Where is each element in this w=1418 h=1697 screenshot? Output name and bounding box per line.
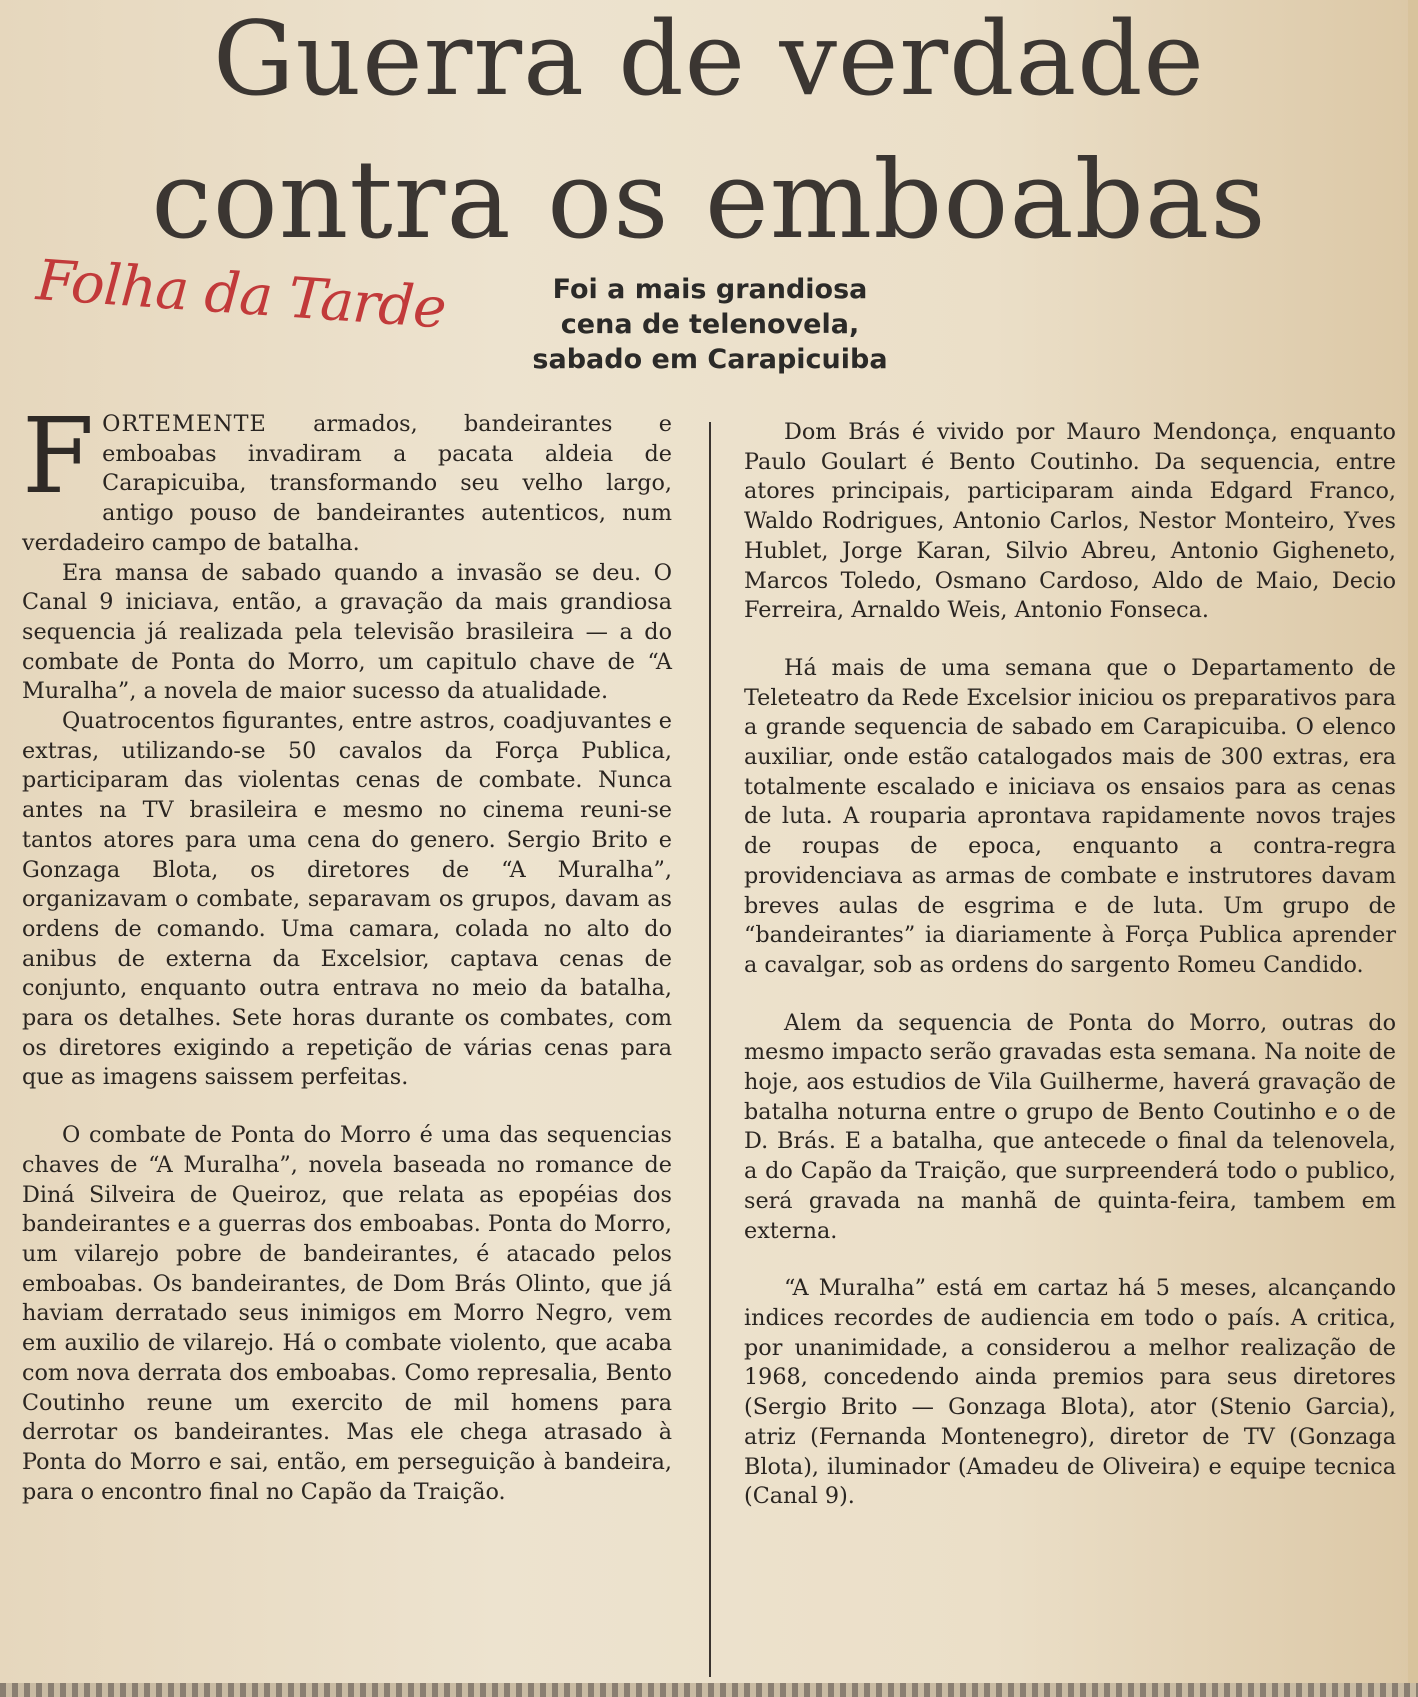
paragraph: “A Muralha” está em cartaz há 5 meses, alcançando indices recordes de audiencia em todo o país. A critica, por unanimidade, a considerou a melhor realização de 1968, concedendo ainda premios para seus diretores (Sergio Brito — Gonzaga Blota), ator (Stenio Garcia), atriz (Fernanda Montenegro), diretor de TV (Gonzaga Blota), iluminador (Amadeu de Oliveira) e equipe tecnica (Canal 9). bbox=[744, 1275, 1396, 1510]
right-column bbox=[744, 418, 1396, 1512]
paragraph-text: armados, bandeirantes e emboabas invadiram a pacata aldeia de Carapicuiba, transformando seu velho largo, antigo pouso de bandeirantes autenticos, num verdadeiro campo de batalha. bbox=[22, 411, 672, 556]
paragraph: Dom Brás é vivido por Mauro Mendonça, enquanto Paulo Goulart é Bento Coutinho. Da sequencia, entre atores principais, participaram ainda Edgard Franco, Waldo Rodrigues, Antonio Carlos, Nestor Monteiro, Yves Hublet, Jorge Karan, Silvio Abreu, Antonio Gigheneto, Marcos Toledo, Osmano Cardoso, Aldo de Maio, Decio Ferreira, Arnaldo Weis, Antonio Fonseca. bbox=[744, 419, 1396, 624]
paragraph: Quatrocentos figurantes, entre astros, coadjuvantes e extras, utilizando-se 50 cavalos da Força Publica, participaram das violentas cenas de combate. Nunca antes na TV brasileira e mesmo no cinema reuni-se tantos atores para uma cena do genero. Sergio Brito e Gonzaga Blota, os diretores de “A Muralha”, organizavam o combate, separavam os grupos, davam as ordens de comando. Uma camara, colada no alto do anibus de externa da Excelsior, captava cenas de conjunto, enquanto outra entrava no meio da batalha, para os detalhes. Sete horas durante os combates, com os diretores exigindo a repetição de várias cenas para que as imagens saissem perfeitas. bbox=[22, 708, 672, 1091]
paragraph: O combate de Ponta do Morro é uma das sequencias chaves de “A Muralha”, novela baseada no romance de Diná Silveira de Queiroz, que relata as epopéias dos bandeirantes e a guerras dos emboabas. Ponta do Morro, um vilarejo pobre de bandeirantes, é atacado pelos emboabas. Os bandeirantes, de Dom Brás Olinto, que já haviam derratado seus inimigos em Morro Negro, vem em auxilio de vilarejo. Há o combate violento, que acaba com nova derrata dos emboabas. Como represalia, Bento Coutinho reune um exercito de mil homens para derrotar os bandeirantes. Mas ele chega atrasado à Ponta do Morro e sai, então, em perseguição à bandeira, para o encontro final no Capão da Traição. bbox=[22, 1122, 672, 1505]
subhead-line-3: sabado em Carapicuiba bbox=[532, 344, 888, 375]
torn-bottom-edge bbox=[0, 1683, 1418, 1697]
subhead-line-1: Foi a mais grandiosa bbox=[552, 274, 868, 305]
paragraph: Alem da sequencia de Ponta do Morro, outras do mesmo impacto serão gravadas esta semana. Na noite de hoje, aos estudios de Vila Guilherme, haverá gravação de batalha noturna entre o grupo de Bento Coutinho e o de D. Brás. E a batalha, que antecede o final da telenovela, a do Capão da Traição, que surpreenderá todo o publico, será gravada na manhã de quinta-feira, tambem em externa. bbox=[744, 1009, 1396, 1244]
headline-line-1: Guerra de verdade bbox=[213, 0, 1205, 119]
left-column bbox=[22, 395, 672, 1507]
lead-caps: ORTEMENTE bbox=[102, 411, 267, 437]
paragraph bbox=[22, 395, 672, 559]
column-divider bbox=[709, 422, 711, 1677]
subhead-line-2: cena de telenovela, bbox=[560, 309, 860, 340]
handwritten-source-note: Folha da Tarde bbox=[34, 248, 448, 342]
paragraph: Era mansa de sabado quando a invasão se deu. O Canal 9 iniciava, então, a gravação da mais grandiosa sequencia já realizada pela televisão brasileira — a do combate de Ponta do Morro, um capitulo chave de “A Muralha”, a novela de maior sucesso da atualidade. bbox=[22, 559, 672, 705]
subheadline bbox=[470, 272, 950, 377]
drop-cap: F bbox=[22, 395, 95, 517]
paragraph: Há mais de uma semana que o Departamento de Teleteatro da Rede Excelsior iniciou os preparativos para a grande sequencia de sabado em Carapicuiba. O elenco auxiliar, onde estão catalogados mais de 300 extras, era totalmente escalado e iniciava os ensaios para as cenas de luta. A rouparia aprontava rapidamente novos trajes de roupas de epoca, enquanto a contra-regra providenciava as armas de combate e instrutores davam breves aulas de esgrima e de luta. Um grupo de “bandeirantes” ia diariamente à Força Publica aprender a cavalgar, sob as ordens do sargento Romeu Candido. bbox=[744, 654, 1396, 978]
headline-line-2: contra os emboabas bbox=[151, 138, 1267, 263]
